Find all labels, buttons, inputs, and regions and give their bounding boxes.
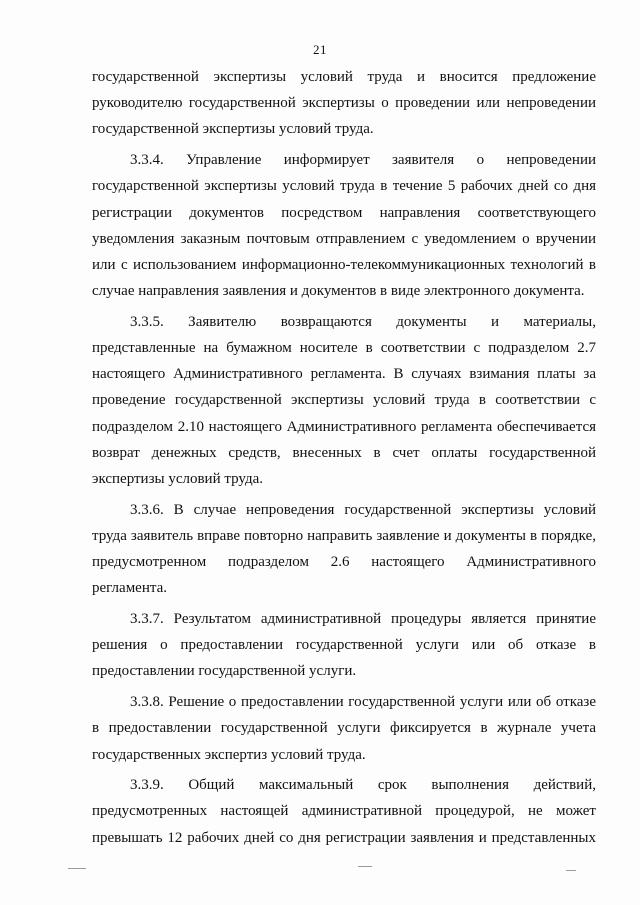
document-body [92,64,596,855]
paragraph-3-3-9: 3.3.9. Общий максимальный срок выполнения действий, предусмотренных настоящей административной процедурой, не может превышать 12 рабочих дней со дня регистрации заявления и представленных [92,777,596,846]
scan-artifact-center [358,866,372,867]
paragraph-3-3-5: 3.3.5. Заявителю возвращаются документы и материалы, представленные на бумажном носителе в соответствии с подразделом 2.7 настоящего Административного регламента. В случаях взимания платы за проведение государственной экспертизы условий труда в соответствии с подразделом 2.10 настоящего Административного регламента обеспечивается возврат денежных средств, внесенных в счет оплаты государственной экспертизы условий труда. [92,313,596,488]
page-number: 21 [313,42,327,57]
paragraph-3-3-8: 3.3.8. Решение о предоставлении государственной услуги или об отказе в предоставлении государственной услуги фиксируется в журнале учета государственных экспертиз условий труда. [92,694,596,763]
scan-artifact-right [566,870,576,871]
paragraph-continuation: государственной экспертизы условий труда и вносится предложение руководителю государственной экспертизы о проведении или непроведении государственной экспертизы условий труда. [92,69,596,138]
scan-artifact-left [68,868,86,869]
paragraph-3-3-6: 3.3.6. В случае непроведения государственной экспертизы условий труда заявитель вправе повторно направить заявление и документы в порядке, предусмотренном подразделом 2.6 настоящего Административного регламента. [92,501,596,597]
paragraph-3-3-7: 3.3.7. Результатом административной процедуры является принятие решения о предоставлении государственной услуги или об отказе в предоставлении государственной услуги. [92,611,596,680]
paragraph-3-3-4: 3.3.4. Управление информирует заявителя о непроведении государственной экспертизы условий труда в течение 5 рабочих дней со дня регистрации документов посредством направления соответствующего уведомления заказным почтовым отправлением с уведомлением о вручении или с использованием информационно-телекоммуникационных технологий в случае направления заявления и документов в виде электронного документа. [92,152,596,300]
